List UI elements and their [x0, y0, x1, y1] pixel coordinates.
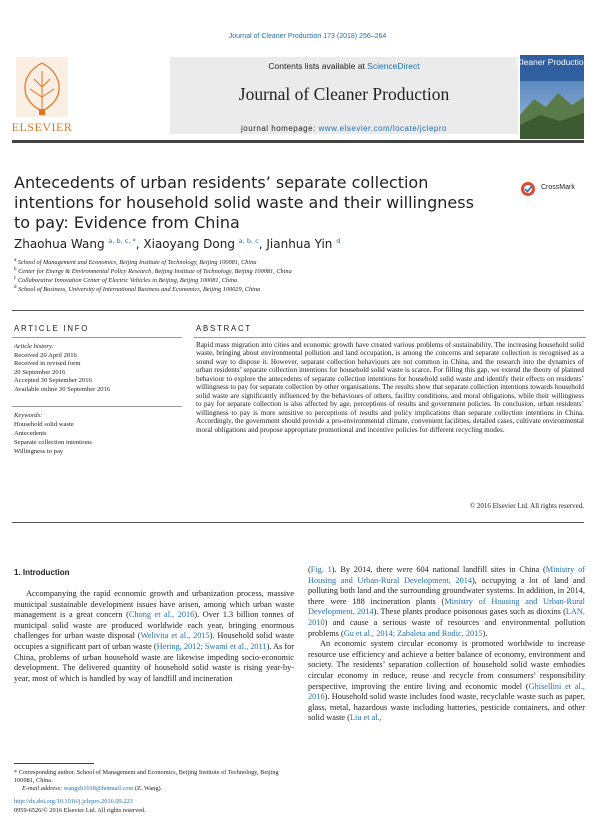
journal-title: Journal of Cleaner Production: [238, 84, 450, 104]
citation-link[interactable]: Hering, 2012; Swami et al., 2011: [156, 641, 267, 651]
body-text: ).: [482, 628, 488, 638]
crossmark-label[interactable]: CrossMark: [541, 184, 575, 191]
keyword: Antecedents: [14, 430, 47, 437]
citation-link[interactable]: Welivita et al., 2015: [140, 631, 210, 641]
author-list: Zhaohua Wang $^{a, b, c, *}$, Xiaoyang Dong $^{a, b, c}$, Jianhua Yin $^d$: [14, 237, 341, 251]
affiliation: $^a$ School of Management and Economics, Beijing Institute of Technology, Beijing 100081, China: [14, 258, 257, 267]
keyword: Willingness to pay: [14, 448, 64, 455]
history-label: Article history:: [14, 343, 55, 350]
body-text: An economic system circular economy is promoted worldwide to increase resource use efficiency and achieve a better balance of economy, environment and society. The residents’ separation collection of household solid waste embodies circular economy in reduce, reuse and recycle from consumers’ responsibility perspective, improving the entire living and economic model (: [308, 639, 585, 691]
divider: [194, 337, 586, 338]
article-info-heading: ARTICLE INFO: [14, 324, 90, 333]
history-item: 20 September 2016: [14, 368, 66, 376]
body-text: ) and cause a serious waste of resources and environmental pollution problems (: [308, 617, 585, 638]
history-item: Received 20 April 2016: [14, 351, 77, 359]
author-affiliation-marker[interactable]: d: [336, 237, 341, 245]
doi-link[interactable]: http://dx.doi.org/10.1016/j.jclepro.2016.09.223: [14, 798, 133, 805]
keyword: Separate collection intentions: [14, 439, 93, 446]
journal-reference[interactable]: Journal of Cleaner Production 173 (2018) 256–264: [228, 33, 387, 40]
article-title: Antecedents of urban residents’ separate collection intentions for household solid waste and their willingness to pay: Evidence from China: [14, 173, 474, 232]
journal-cover-image[interactable]: [515, 55, 589, 139]
citation-link[interactable]: Gu et al., 2014; Zabaleta and Rodic, 2015: [343, 628, 483, 638]
citation-link[interactable]: Ministry of Housing and Urban-Rural Development, 2014: [308, 596, 585, 617]
body-text: ), occupying a lot of land and polluting both land and the surrounding groundwater systems. In addition, in 2014, there were 188 incineration plants (: [308, 575, 585, 606]
author-affiliation-marker[interactable]: a, b, c, *: [108, 237, 136, 245]
affiliation: $^b$ Center for Energy & Environmental Policy Research, Beijing Institute of Technology, Beijing 100081, China: [14, 267, 292, 276]
body-column-left: [14, 589, 294, 684]
citation-link[interactable]: LAN, 2010: [308, 607, 585, 627]
affiliation: $^c$ Collaborative Innovation Center of Electric Vehicles in Beijing, Beijing 100081, China: [14, 276, 238, 285]
keyword: Household solid waste: [14, 421, 74, 428]
body-paragraph: [14, 589, 294, 684]
history-item: Received in revised form: [14, 360, 81, 367]
body-text: ). As for China, problems of urban household waste are likewise impeding socio-economic development. The delivered quantity of household solid waste is rising year-by-year, most of which is handled by way of landfill and incineration: [14, 641, 295, 683]
author-affiliation-marker[interactable]: a, b, c: [238, 237, 259, 245]
citation-link[interactable]: Liu et al.,: [349, 713, 382, 723]
body-text: (: [308, 565, 311, 574]
header-rule: [12, 140, 584, 143]
body-column-right: [308, 565, 585, 724]
divider: [12, 406, 182, 407]
divider: [12, 310, 584, 311]
history-item: Available online 30 September 2016: [14, 385, 111, 393]
issn-line: 0959-6526/© 2016 Elsevier Ltd. All rights reserved.: [14, 807, 146, 814]
citation-link[interactable]: Chong et al., 2016: [128, 610, 195, 620]
elsevier-logo[interactable]: [12, 55, 72, 139]
history-item: Accepted 30 September 2016: [14, 377, 92, 384]
author-name[interactable]: Xiaoyang Dong: [143, 237, 235, 251]
divider: [12, 522, 584, 523]
author-name[interactable]: Zhaohua Wang: [14, 237, 105, 251]
copyright-notice: © 2016 Elsevier Ltd. All rights reserved.: [469, 502, 584, 510]
homepage-link[interactable]: www.elsevier.com/locate/jclepro: [318, 124, 447, 133]
affiliation: $^d$ School of Business, University of International Business and Economics, Beijing 100029, China: [14, 285, 261, 294]
sciencedirect-link[interactable]: ScienceDirect: [367, 61, 420, 71]
abstract-heading: ABSTRACT: [196, 324, 252, 333]
svg-text:Cleaner Production: Cleaner Production: [515, 57, 589, 67]
author-name[interactable]: Jianhua Yin: [266, 237, 333, 251]
divider: [12, 337, 182, 338]
footnote-rule: [14, 763, 94, 764]
section-heading: 1. Introduction: [14, 568, 70, 577]
body-text: Accompanying the rapid economic growth and urbanization process, massive municipal sustainable development issues have arisen, among which urban waste management is a great concern (: [14, 589, 294, 620]
body-text: ). Household solid waste occupies a significant part of urban waste (: [14, 631, 294, 651]
email-link[interactable]: wangzh1018@hotmail.com: [63, 785, 134, 792]
body-paragraph: [308, 639, 585, 724]
citation-link[interactable]: Fig. 1: [310, 565, 332, 574]
corresponding-author-note: * Corresponding author. School of Management and Economics, Beijing Institute of Technology, Beijing 100081, China.: [14, 769, 279, 784]
citation-link[interactable]: Ministry of Housing and Urban-Rural Development, 2014: [308, 565, 585, 585]
contents-availability: Contents lists available at ScienceDirect: [268, 61, 420, 71]
elsevier-wordmark: ELSEVIER: [11, 120, 73, 134]
keywords-label: Keywords:: [14, 412, 43, 419]
body-text: ). Over 1.3 billion tonnes of municipal solid waste are produced worldwide each year, bringing enormous challenges for urban waste disposal (: [14, 610, 295, 641]
body-text: ). By 2014, there were 604 national landfill sites in China (: [331, 565, 546, 574]
body-text: ). These plants produce poisonous gases such as dioxins (: [373, 607, 566, 617]
journal-homepage: journal homepage: www.elsevier.com/locate/jclepro: [241, 124, 447, 133]
email-line: E-mail address: wangzh1018@hotmail.com (Z. Wang).: [22, 785, 163, 792]
body-text: ). Household solid waste includes food waste, recyclable waste such as paper, glass, metal, hazardous waste including batteries, pesticide containers, and other solid waste (: [308, 692, 585, 723]
body-paragraph: [308, 565, 585, 639]
abstract-text: Rapid mass migration into cities and economic growth have created various problems of sustainability. The increasing household solid waste, bringing about environmental pollution and land occupation, is among the concerns and separate collection is recognised as a sound way to dispose it. However, separate collection behaviours are not common in China, and the research into the dynamics of urban residents’ separate collection intentions for household solid waste is scarce. For filling this gap, we extend the theory of planned behaviour to explore the antecedents of separate collection intentions for household solid waste and identify their effects on residents’ willingness to pay for separate collection by other organisations. The results show that separate collection intentions towards household solid waste are significantly influenced by the behaviours of others, facility conditions, and moral obligations, while their willingness to pay for separate collection is also affected by age, perceptions of results and government policies. In conclusion, urban residents’ willingness to pay is more sensitive to perceptions of results and policy implications than separate collection intentions in China. Accordingly, the government should provide a pro-environmental climate, convenient facilities, detailed cases, cultivate environmental moral obligations and propose appropriate promotional and incentive policies for different recycling modes.: [196, 341, 584, 434]
footnote: [14, 769, 299, 793]
citation-link[interactable]: Ghisellini et al., 2016: [308, 681, 585, 702]
